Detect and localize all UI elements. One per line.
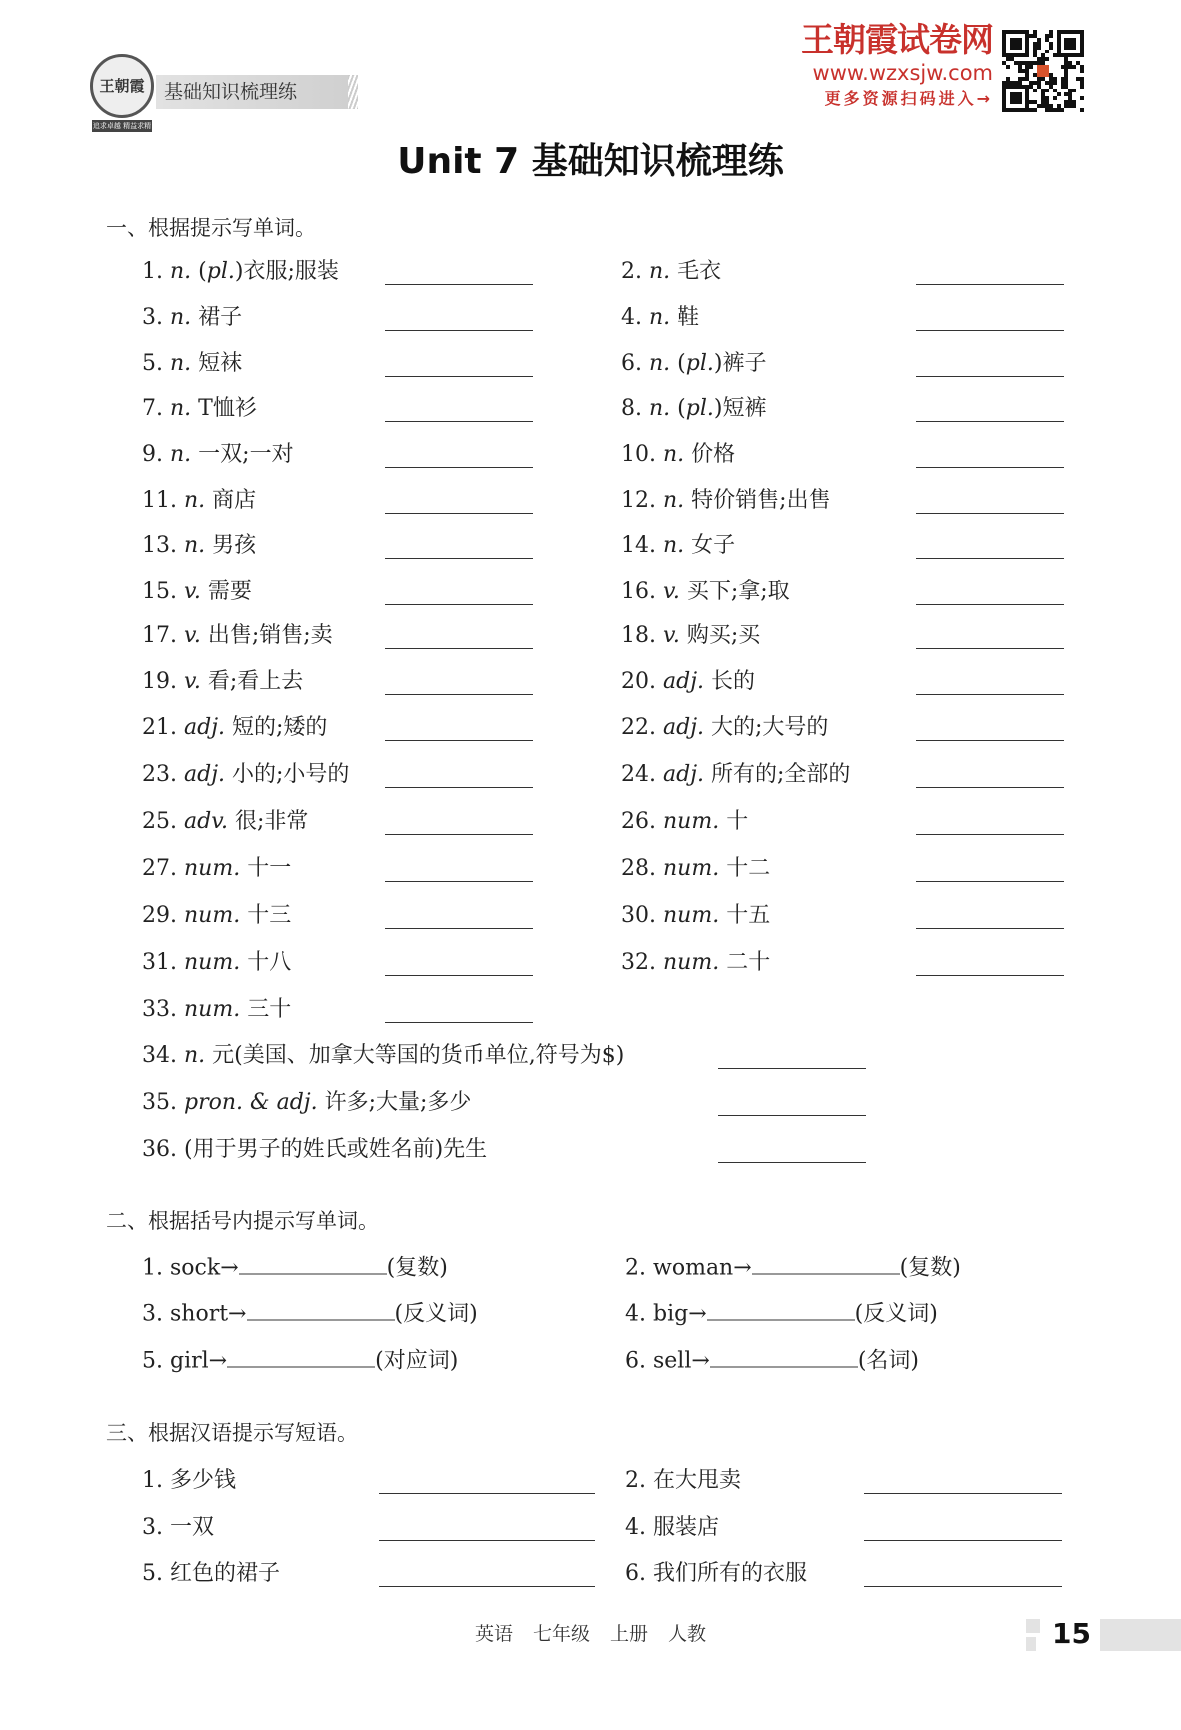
list-item [621,258,721,286]
answer-blank[interactable] [916,558,1064,559]
logo-ribbon: 追求卓越 精益求精 [92,122,152,130]
answer-blank[interactable] [385,740,533,741]
answer-blank[interactable] [385,513,533,514]
item-text: 在大甩卖 [653,1467,742,1493]
answer-blank[interactable] [385,928,533,929]
item-number: 35. [142,1090,177,1116]
list-item [621,441,735,469]
item-word: big→ [653,1301,707,1327]
section2-heading: 二、根据括号内提示写单词。 [106,1209,379,1233]
answer-blank[interactable] [916,467,1064,468]
item-number: 6. [625,1348,646,1374]
item-number: 36. [142,1137,177,1163]
answer-blank[interactable] [385,881,533,882]
item-number: 5. [142,1560,163,1586]
answer-blank[interactable] [385,421,533,422]
page-title: Unit 7 基础知识梳理练 [397,141,784,182]
answer-blank[interactable] [385,648,533,649]
item-number: 5. [142,1348,163,1374]
answer-blank[interactable] [916,787,1064,788]
part-of-speech: n. [184,487,206,513]
item-text: 多少钱 [170,1467,237,1493]
part-of-speech: adv. [184,809,229,835]
answer-blank[interactable] [864,1586,1062,1587]
item-number: 19. [142,669,177,695]
item-word: short→ [170,1301,247,1327]
part-of-speech: n. [663,441,685,467]
item-meaning: 所有的;全部的 [711,762,851,788]
list-item [625,1347,919,1376]
list-item [142,1514,214,1542]
item-meaning: (用于男子的姓氏或姓名前)先生 [184,1137,488,1163]
item-meaning: 十一 [247,856,292,882]
plural-note: pl. [685,395,714,421]
part-of-speech: n. [663,532,685,558]
part-of-speech: n. [663,487,685,513]
list-item [621,532,735,560]
list-item [621,714,828,742]
qr-code-icon[interactable] [1002,30,1084,112]
list-item [621,855,770,883]
part-of-speech: v. [663,623,680,649]
list-item: 8. n. (pl.)短裤 [621,395,767,421]
item-number: 28. [621,856,656,882]
item-number: 22. [621,715,656,741]
item-number: 8. [621,395,642,421]
item-meaning: 看;看上去 [207,669,304,695]
list-item [142,1089,471,1117]
item-meaning: 二十 [726,950,771,976]
answer-blank[interactable] [385,376,533,377]
list-item [142,996,291,1024]
part-of-speech: n. [184,532,206,558]
part-of-speech: num. [663,809,720,835]
page-number: 15 [1052,1617,1091,1650]
list-item [621,487,831,515]
answer-blank[interactable] [385,558,533,559]
item-number: 12. [621,487,656,513]
list-item: 1. n. (pl.)衣服;服装 [142,259,339,285]
item-meaning: 出售;销售;卖 [207,623,333,649]
answer-blank[interactable] [385,694,533,695]
answer-blank[interactable] [379,1493,595,1494]
item-number: 11. [142,487,177,513]
answer-blank[interactable] [916,376,1064,377]
item-hint: (名词) [857,1348,919,1374]
item-meaning: 衣服;服装 [243,259,339,285]
logo-text: 王朝霞 [99,77,145,95]
page-decoration [1026,1619,1040,1633]
answer-blank[interactable] [385,604,533,605]
item-number: 15. [142,578,177,604]
part-of-speech: n. [649,305,671,331]
item-number: 18. [621,623,656,649]
answer-blank[interactable] [385,330,533,331]
item-meaning: 特价销售;出售 [691,487,831,513]
part-of-speech: v. [184,669,201,695]
item-number: 23. [142,762,177,788]
list-item [142,668,303,696]
answer-blank[interactable] [239,1254,387,1275]
item-number: 10. [621,441,656,467]
answer-blank[interactable] [916,928,1064,929]
item-meaning: 需要 [207,578,252,604]
answer-blank[interactable] [916,513,1064,514]
answer-blank[interactable] [916,740,1064,741]
part-of-speech: n. [170,351,192,377]
list-item [142,1467,236,1495]
list-item [142,902,291,930]
list-item [142,949,291,977]
page-decoration [1026,1637,1036,1651]
answer-blank[interactable] [718,1068,866,1069]
answer-blank[interactable] [718,1162,866,1163]
item-number: 9. [142,441,163,467]
list-item [621,622,760,650]
item-number: 3. [142,305,163,331]
list-item: 6. n. (pl.)裤子 [621,351,767,377]
item-number: 4. [625,1514,646,1540]
item-word: sell→ [653,1348,710,1374]
answer-blank[interactable] [916,694,1064,695]
item-hint: (复数) [386,1255,448,1281]
part-of-speech: adj. [663,715,705,741]
item-number: 4. [621,305,642,331]
item-meaning: 短的;矮的 [232,715,328,741]
list-item [625,1514,719,1542]
list-item [142,855,291,883]
item-number: 1. [142,1467,163,1493]
part-of-speech: num. [184,856,241,882]
part-of-speech: n. [184,1043,206,1069]
item-number: 3. [142,1301,163,1327]
list-item [142,578,252,606]
item-word: woman→ [653,1255,752,1281]
part-of-speech: n. [649,259,671,285]
brand-name: 王朝霞试卷网 [801,20,993,59]
answer-blank[interactable] [864,1493,1062,1494]
part-of-speech: num. [663,856,720,882]
item-word: girl→ [170,1348,228,1374]
answer-blank[interactable] [718,1115,866,1116]
item-meaning: 长的 [711,669,756,695]
item-meaning: 裤子 [722,351,767,377]
item-meaning: 短袜 [198,351,243,377]
answer-blank[interactable] [247,1300,395,1321]
item-number: 2. [625,1255,646,1281]
part-of-speech: v. [663,578,680,604]
list-item [142,532,256,560]
list-item [621,304,699,332]
item-meaning: 鞋 [677,305,700,331]
item-number: 6. [625,1560,646,1586]
item-hint: (反义词) [394,1301,478,1327]
scan-hint: 更多资源扫码进入→ [824,89,993,108]
item-number: 5. [142,351,163,377]
part-of-speech: adj. [663,669,705,695]
answer-blank[interactable] [385,1022,533,1023]
item-number: 20. [621,669,656,695]
item-meaning: 男孩 [212,532,257,558]
answer-blank[interactable] [916,648,1064,649]
item-meaning: 小的;小号的 [232,762,350,788]
item-number: 16. [621,578,656,604]
plural-note: pl. [685,351,714,377]
item-number: 4. [625,1301,646,1327]
part-of-speech: adj. [184,715,226,741]
list-item [621,902,770,930]
part-of-speech: adj. [184,762,226,788]
item-number: 2. [625,1467,646,1493]
item-number: 34. [142,1043,177,1069]
part-of-speech: n. [649,395,671,421]
part-of-speech: n. [170,441,192,467]
item-meaning: 裙子 [198,305,243,331]
list-item [621,808,748,836]
item-number: 1. [142,1255,163,1281]
answer-blank[interactable] [379,1540,595,1541]
part-of-speech: num. [184,950,241,976]
list-item [142,1347,458,1376]
part-of-speech: n. [170,395,192,421]
list-item [142,1254,448,1283]
answer-blank[interactable] [916,421,1064,422]
answer-blank[interactable] [864,1540,1062,1541]
item-number: 33. [142,997,177,1023]
item-meaning: 商店 [212,487,257,513]
list-item [621,761,850,789]
section3-heading: 三、根据汉语提示写短语。 [106,1421,358,1445]
item-meaning: 三十 [247,997,292,1023]
part-of-speech: adj. [663,762,705,788]
list-item [142,350,242,378]
answer-blank[interactable] [385,975,533,976]
list-item [625,1560,807,1588]
item-meaning: 十二 [726,856,771,882]
item-meaning: 毛衣 [677,259,722,285]
list-item [142,487,256,515]
item-number: 26. [621,809,656,835]
item-meaning: 很;非常 [235,809,309,835]
part-of-speech: pron. & adj. [184,1090,318,1116]
answer-blank[interactable] [916,604,1064,605]
item-meaning: 短裤 [722,395,767,421]
item-number: 3. [142,1514,163,1540]
list-item [142,1560,280,1588]
item-number: 31. [142,950,177,976]
header-banner: 基础知识梳理练 [156,75,348,109]
answer-blank[interactable] [710,1347,858,1368]
part-of-speech: num. [663,903,720,929]
item-meaning: 许多;大量;多少 [324,1090,472,1116]
item-number: 29. [142,903,177,929]
answer-blank[interactable] [385,787,533,788]
list-item [142,761,349,789]
item-text: 红色的裙子 [170,1560,281,1586]
list-item [625,1254,961,1283]
item-number: 7. [142,395,163,421]
part-of-speech: num. [184,903,241,929]
item-text: 一双 [170,1514,215,1540]
list-item [142,622,333,650]
item-meaning: 价格 [691,441,736,467]
item-meaning: 买下;拿;取 [686,578,790,604]
answer-blank[interactable] [916,881,1064,882]
site-url[interactable]: www.wzxsjw.com [812,61,993,85]
plural-note: pl. [206,259,235,285]
list-item [142,714,327,742]
part-of-speech: n. [170,305,192,331]
item-word: sock→ [170,1255,239,1281]
publisher-logo [90,54,154,118]
section1-heading: 一、根据提示写单词。 [106,216,316,240]
list-item [142,1136,487,1164]
footer-text: 英语 七年级 上册 人教 [474,1623,707,1645]
answer-blank[interactable] [385,834,533,835]
answer-blank[interactable] [385,284,533,285]
part-of-speech: num. [184,997,241,1023]
list-item [142,395,257,423]
list-item [142,441,294,469]
item-hint: (反义词) [854,1301,938,1327]
item-number: 2. [621,259,642,285]
item-text: 我们所有的衣服 [653,1560,808,1586]
answer-blank[interactable] [916,834,1064,835]
item-meaning: 十八 [247,950,292,976]
item-number: 13. [142,532,177,558]
item-number: 17. [142,623,177,649]
part-of-speech: n. [649,351,671,377]
answer-blank[interactable] [752,1254,900,1275]
part-of-speech: v. [184,578,201,604]
list-item [625,1300,938,1329]
list-item [142,1300,478,1329]
item-meaning: 一双;一对 [198,441,294,467]
item-number: 27. [142,856,177,882]
part-of-speech: num. [663,950,720,976]
answer-blank[interactable] [916,975,1064,976]
item-meaning: 大的;大号的 [711,715,829,741]
page-number-bar [1100,1619,1181,1651]
item-meaning: 十五 [726,903,771,929]
item-meaning: T恤衫 [198,395,257,421]
item-number: 14. [621,532,656,558]
item-meaning: 女子 [691,532,736,558]
answer-blank[interactable] [916,284,1064,285]
answer-blank[interactable] [707,1300,855,1321]
answer-blank[interactable] [379,1586,595,1587]
item-hint: (复数) [899,1255,961,1281]
answer-blank[interactable] [227,1347,375,1368]
item-number: 21. [142,715,177,741]
item-meaning: 元(美国、加拿大等国的货币单位,符号为$) [212,1043,625,1069]
part-of-speech: n. [170,259,192,285]
list-item [621,949,770,977]
answer-blank[interactable] [916,330,1064,331]
item-meaning: 购买;买 [686,623,761,649]
list-item [621,668,755,696]
item-meaning: 十三 [247,903,292,929]
list-item [142,304,242,332]
item-number: 1. [142,259,163,285]
item-text: 服装店 [653,1514,720,1540]
list-item [625,1467,741,1495]
item-number: 6. [621,351,642,377]
item-meaning: 十 [726,809,749,835]
list-item [142,1042,624,1070]
list-item [621,578,790,606]
part-of-speech: v. [184,623,201,649]
list-item [142,808,308,836]
item-hint: (对应词) [375,1348,459,1374]
item-number: 32. [621,950,656,976]
item-number: 25. [142,809,177,835]
item-number: 24. [621,762,656,788]
item-number: 30. [621,903,656,929]
answer-blank[interactable] [385,467,533,468]
